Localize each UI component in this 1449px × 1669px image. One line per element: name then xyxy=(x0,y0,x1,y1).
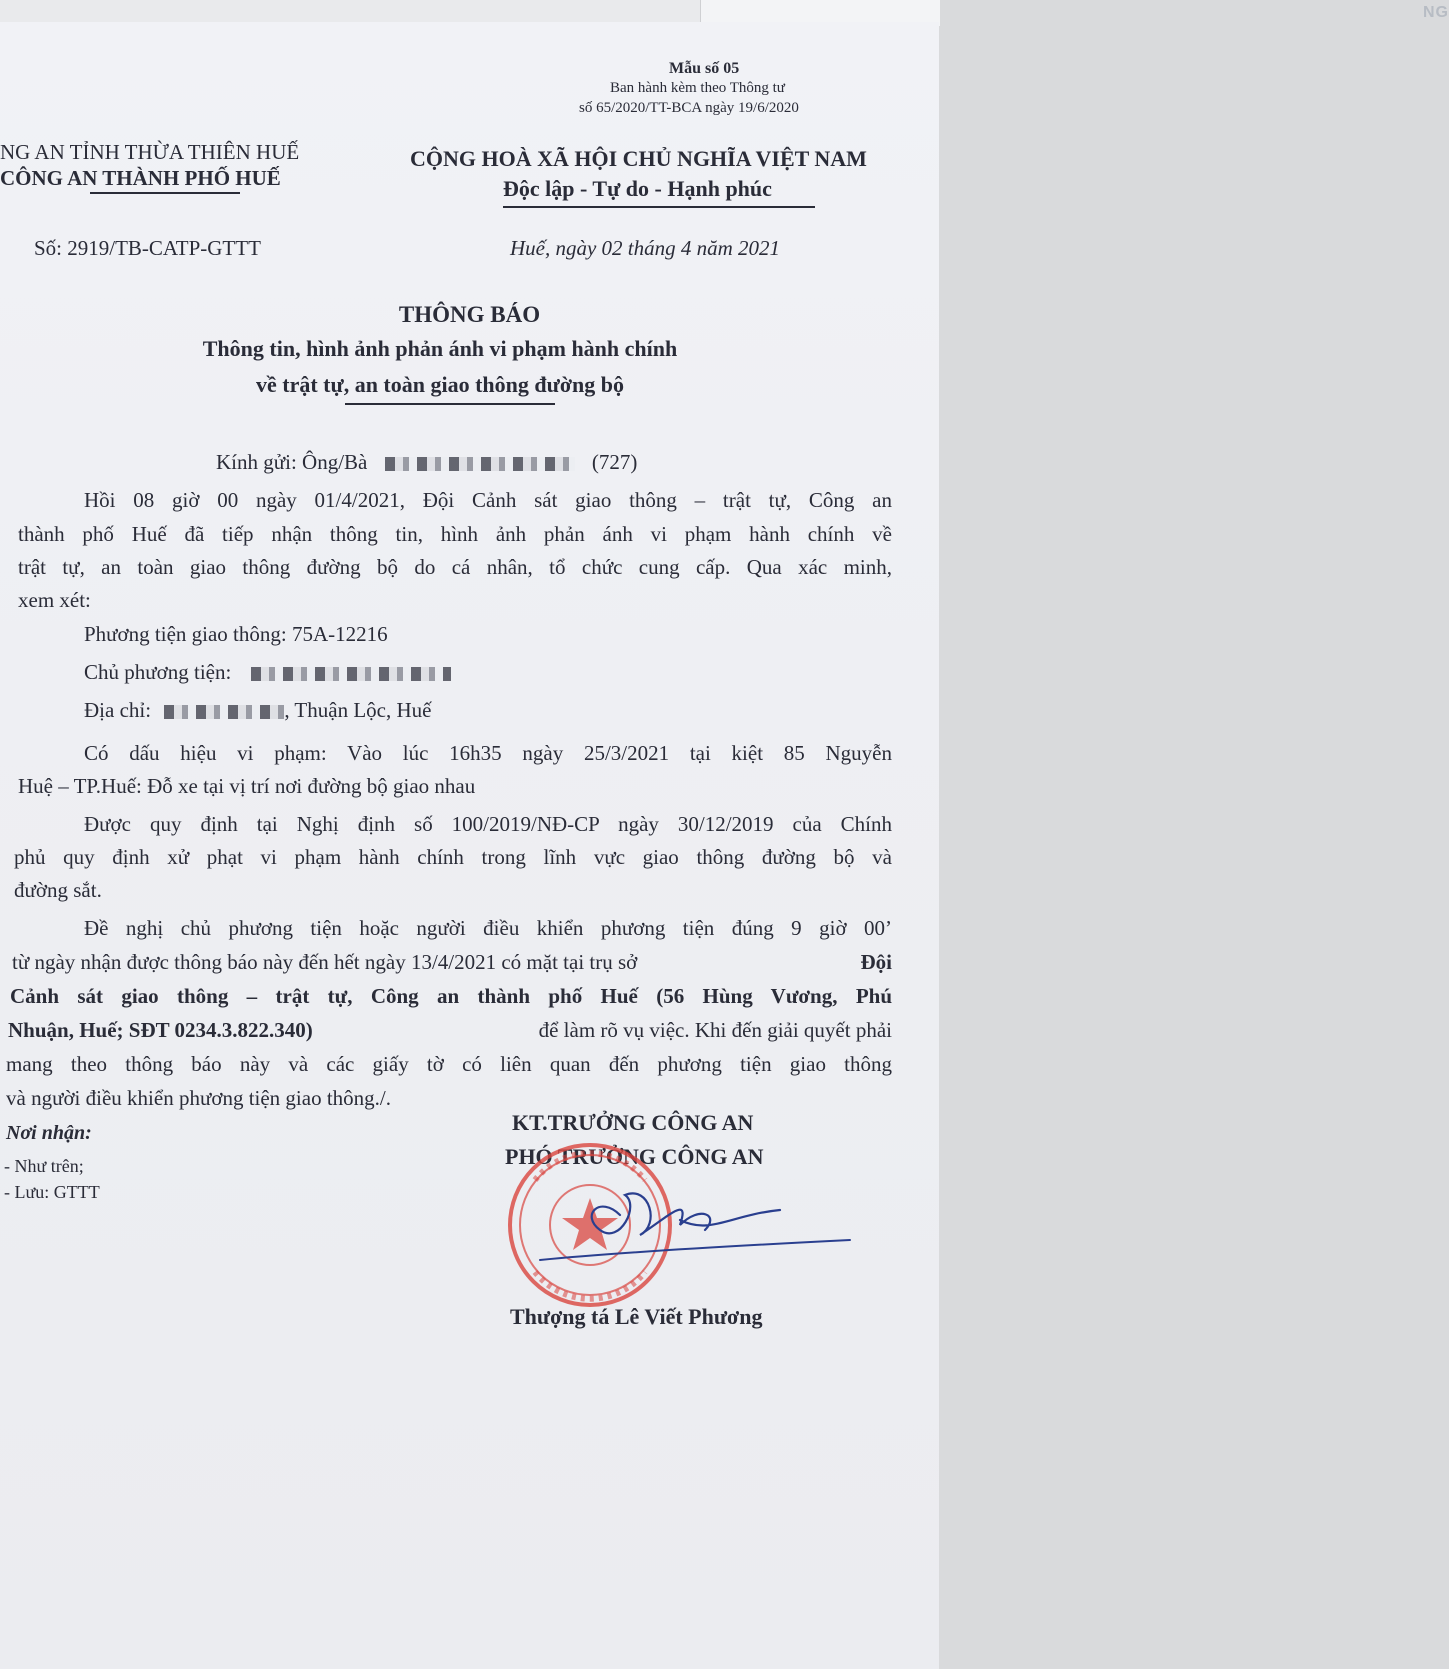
place-date: Huế, ngày 02 tháng 4 năm 2021 xyxy=(510,236,781,260)
request-line-4-text: để làm rõ vụ việc. Khi đến giải quyết phải xyxy=(538,1018,892,1042)
request-line-6: và người điều khiển phương tiện giao thông./. xyxy=(6,1086,392,1110)
request-line-4 xyxy=(8,1014,892,1047)
form-number: Mẫu số 05 xyxy=(669,60,740,77)
signer-role-2: PHÓ TRƯỞNG CÔNG AN xyxy=(505,1144,764,1169)
recipient-code: (727) xyxy=(591,450,638,474)
recipients-label: Nơi nhận: xyxy=(6,1122,92,1144)
violation-line-2: Huệ – TP.Huế: Đỗ xe tại vị trí nơi đường bộ giao nhau xyxy=(18,774,476,798)
request-line-2-bold: Đội xyxy=(860,950,892,974)
owner-label: Chủ phương tiện: xyxy=(84,660,232,684)
agency-underline xyxy=(90,192,240,194)
recipient-label: Kính gửi: Ông/Bà xyxy=(216,450,368,474)
regulation-line-3: đường sắt. xyxy=(14,878,102,902)
owner-line xyxy=(84,656,451,689)
body-p1-line-2: thành phố Huế đã tiếp nhận thông tin, hình ảnh phản ánh vi phạm hành chính về xyxy=(18,522,892,546)
violation-line-1: Có dấu hiệu vi phạm: Vào lúc 16h35 ngày 25/3/2021 tại kiệt 85 Nguyễn xyxy=(84,741,892,765)
motto-underline xyxy=(503,206,815,208)
redacted-address xyxy=(164,705,284,719)
adjacent-document-corner: NG xyxy=(700,0,940,26)
title-underline xyxy=(345,403,555,405)
request-line-4-bold: Nhuận, Huế; SĐT 0234.3.822.340) xyxy=(8,1018,313,1042)
body-p1-line-3: trật tự, an toàn giao thông đường bộ do cá nhân, tổ chức cung cấp. Qua xác minh, xyxy=(18,555,892,579)
agency-name: CÔNG AN THÀNH PHỐ HUẾ xyxy=(0,166,281,190)
signer-role-1: KT.TRƯỞNG CÔNG AN xyxy=(512,1110,754,1135)
regulation-line-2: phủ quy định xử phạt vi phạm hành chính trong lĩnh vực giao thông đường bộ và xyxy=(14,845,892,869)
recipient-line xyxy=(216,450,637,475)
body-p1-line-1: Hồi 08 giờ 00 ngày 01/4/2021, Đội Cảnh sát giao thông – trật tự, Công an xyxy=(84,488,892,512)
national-motto: Độc lập - Tự do - Hạnh phúc xyxy=(503,176,772,201)
document-number: Số: 2919/TB-CATP-GTTT xyxy=(34,236,261,260)
recipients-item-2: - Lưu: GTTT xyxy=(4,1182,100,1202)
request-line-1: Đề nghị chủ phương tiện hoặc người điều khiển phương tiện đúng 9 giờ 00’ xyxy=(84,916,892,940)
notice-subtitle-1: Thông tin, hình ảnh phản ánh vi phạm hành chính xyxy=(202,336,678,361)
request-line-2 xyxy=(12,946,892,979)
redacted-owner xyxy=(251,667,451,681)
handwritten-signature xyxy=(530,1175,860,1285)
agency-parent: NG AN TỈNH THỪA THIÊN HUẾ xyxy=(0,140,300,164)
national-title: CỘNG HOÀ XÃ HỘI CHỦ NGHĨA VIỆT NAM xyxy=(410,146,867,171)
notice-subtitle-2: về trật tự, an toàn giao thông đường bộ xyxy=(255,372,624,397)
regulation-line-1: Được quy định tại Nghị định số 100/2019/NĐ-CP ngày 30/12/2019 của Chính xyxy=(84,812,892,836)
body-p1-line-4: xem xét: xyxy=(18,588,91,612)
redacted-name xyxy=(385,457,575,471)
address-line xyxy=(84,694,431,727)
form-circular: số 65/2020/TT-BCA ngày 19/6/2020 xyxy=(579,100,799,116)
recipients-item-1: - Như trên; xyxy=(4,1156,84,1176)
signer-name: Thượng tá Lê Viết Phương xyxy=(510,1304,763,1329)
request-line-2-text: từ ngày nhận được thông báo này đến hết ngày 13/4/2021 có mặt tại trụ sở xyxy=(12,950,638,974)
vehicle-line: Phương tiện giao thông: 75A-12216 xyxy=(84,622,388,646)
notice-title: THÔNG BÁO xyxy=(398,302,541,327)
request-line-3: Cảnh sát giao thông – trật tự, Công an thành phố Huế (56 Hùng Vương, Phú xyxy=(10,984,892,1008)
address-tail: , Thuận Lộc, Huế xyxy=(284,698,432,722)
request-line-5: mang theo thông báo này và các giấy tờ có liên quan đến phương tiện giao thông xyxy=(6,1052,892,1076)
form-issued-with: Ban hành kèm theo Thông tư xyxy=(610,80,785,96)
address-label: Địa chỉ: xyxy=(84,698,152,722)
